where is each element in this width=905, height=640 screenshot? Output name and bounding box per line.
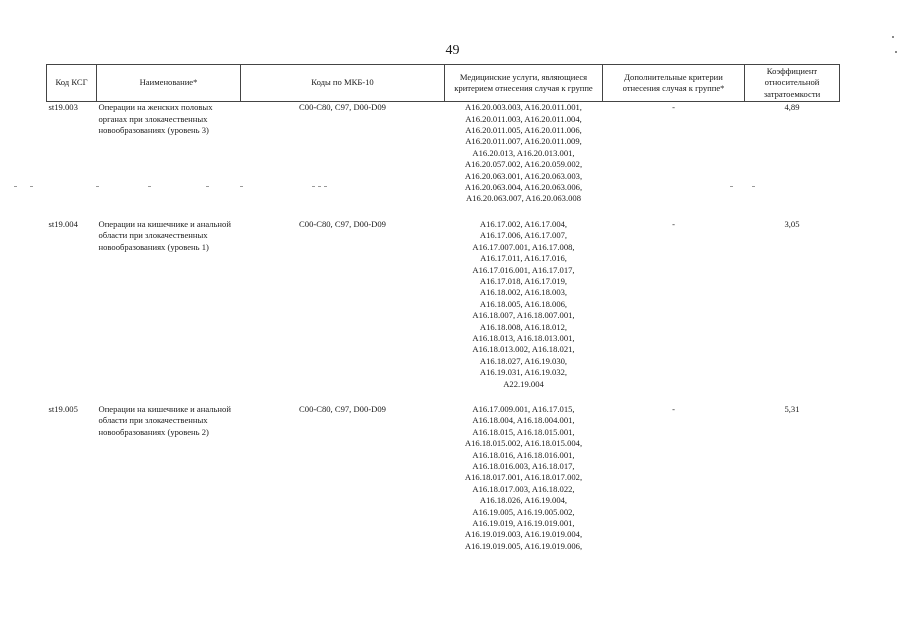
coefficient: 3,05 [784,218,800,229]
ksg-name: Операции на кишечнике и анальной области при злокачественных новообразованиях (уровень 2) [98,403,231,437]
service-line: A22.19.004 [503,378,544,389]
table-row [47,404,840,552]
header-criteria: Дополнительные критерии отнесения случая к группе* [603,65,745,102]
service-line: A16.20.003.003, A16.20.011.001, [465,102,582,113]
service-line: A16.17.011, A16.17.016, [480,253,567,264]
service-line: A16.18.015, A16.18.015.001, [472,426,575,437]
service-line: A16.18.013, A16.18.013.001, [472,332,575,343]
service-line: A16.18.004, A16.18.004.001, [472,415,575,426]
service-line: A16.20.063.001, A16.20.063.003, [464,170,583,181]
service-line: A16.20.013, A16.20.013.001, [472,147,575,158]
service-line: A16.18.027, A16.19.030, [479,355,568,366]
header-services: Медицинские услуги, являющиеся критерием отнесения случая к группе [445,65,603,102]
service-line: A16.17.009.001, A16.17.015, [472,403,575,414]
mkb-codes: C00-C80, C97, D00-D09 [299,218,386,229]
service-line: A16.19.019.005, A16.19.019.006, [464,540,583,551]
mkb-codes: C00-C80, C97, D00-D09 [299,403,386,414]
service-line: A16.19.031, A16.19.032, [479,367,568,378]
service-line: A16.19.005, A16.19.005.002, [472,506,575,517]
service-line: A16.20.063.004, A16.20.063.006, [464,182,583,193]
service-line: A16.18.016.003, A16.18.017, [472,461,575,471]
ksg-code: st19.005 [48,403,78,414]
ksg-name: Операции на кишечнике и анальной области при злокачественных новообразованиях (уровень 1) [98,218,231,252]
service-line: A16.18.007, A16.18.007.001, [472,310,575,321]
additional-criteria: - [672,403,675,414]
service-line: A16.17.018, A16.17.019, [479,275,568,286]
service-line: A16.18.017.003, A16.18.022, [472,483,575,494]
service-line: A16.18.016, A16.18.016.001, [472,449,575,460]
service-line: A16.18.005, A16.18.006, [479,298,568,309]
additional-criteria: - [672,218,675,229]
service-line: A16.17.006, A16.17.007, [479,230,568,241]
row-spacer [47,390,840,404]
services-cell [445,219,603,390]
service-line: A16.20.063.007, A16.20.063.008 [465,193,582,204]
scan-artifact-mark [892,36,894,38]
service-line: A16.17.002, A16.17.004, [479,218,568,229]
service-line: A16.20.011.003, A16.20.011.004, [465,113,582,124]
service-line: A16.18.008, A16.18.012, [479,321,568,332]
table-header [47,65,840,102]
additional-criteria: - [672,102,675,113]
scan-artifact-dots [0,186,905,190]
table-row [47,219,840,390]
service-line: A16.17.016.001, A16.17.017, [472,264,575,275]
header-name: Наименование* [97,65,241,102]
service-line: A16.19.019.003, A16.19.019.004, [464,529,583,540]
service-line: A16.20.011.005, A16.20.011.006, [465,125,582,136]
row-spacer [47,205,840,219]
header-coefficient: Коэффициент относительной затратоемкости [745,65,840,102]
service-line: A16.18.017.001, A16.18.017.002, [464,472,583,483]
services-cell [445,404,603,552]
ksg-table [46,64,840,552]
ksg-code: st19.004 [48,218,78,229]
ksg-name: Операции на женских половых органах при злокачественных новообразованиях (уровень 3) [98,102,213,136]
service-line: A16.18.002, A16.18.003, [479,287,568,298]
service-line: A16.18.026, A16.19.004, [479,495,568,506]
service-line: A16.19.019, A16.19.019.001, [472,518,575,529]
table-body [47,102,840,553]
service-line: A16.18.015.002, A16.18.015.004, [464,438,583,449]
header-code: Код КСГ [47,65,97,102]
ksg-code: st19.003 [48,102,78,113]
service-line: A16.18.013.002, A16.18.021, [472,344,575,355]
scan-artifact-mark [895,51,897,53]
header-mkb: Коды по МКБ-10 [241,65,445,102]
service-line: A16.20.011.007, A16.20.011.009, [465,136,582,147]
service-line: A16.20.057.002, A16.20.059.002, [464,159,583,170]
service-line: A16.17.007.001, A16.17.008, [472,241,575,252]
page-number: 49 [445,43,460,58]
coefficient: 4,89 [784,102,800,113]
coefficient: 5,31 [784,403,800,414]
mkb-codes: C00-C80, C97, D00-D09 [299,102,386,113]
